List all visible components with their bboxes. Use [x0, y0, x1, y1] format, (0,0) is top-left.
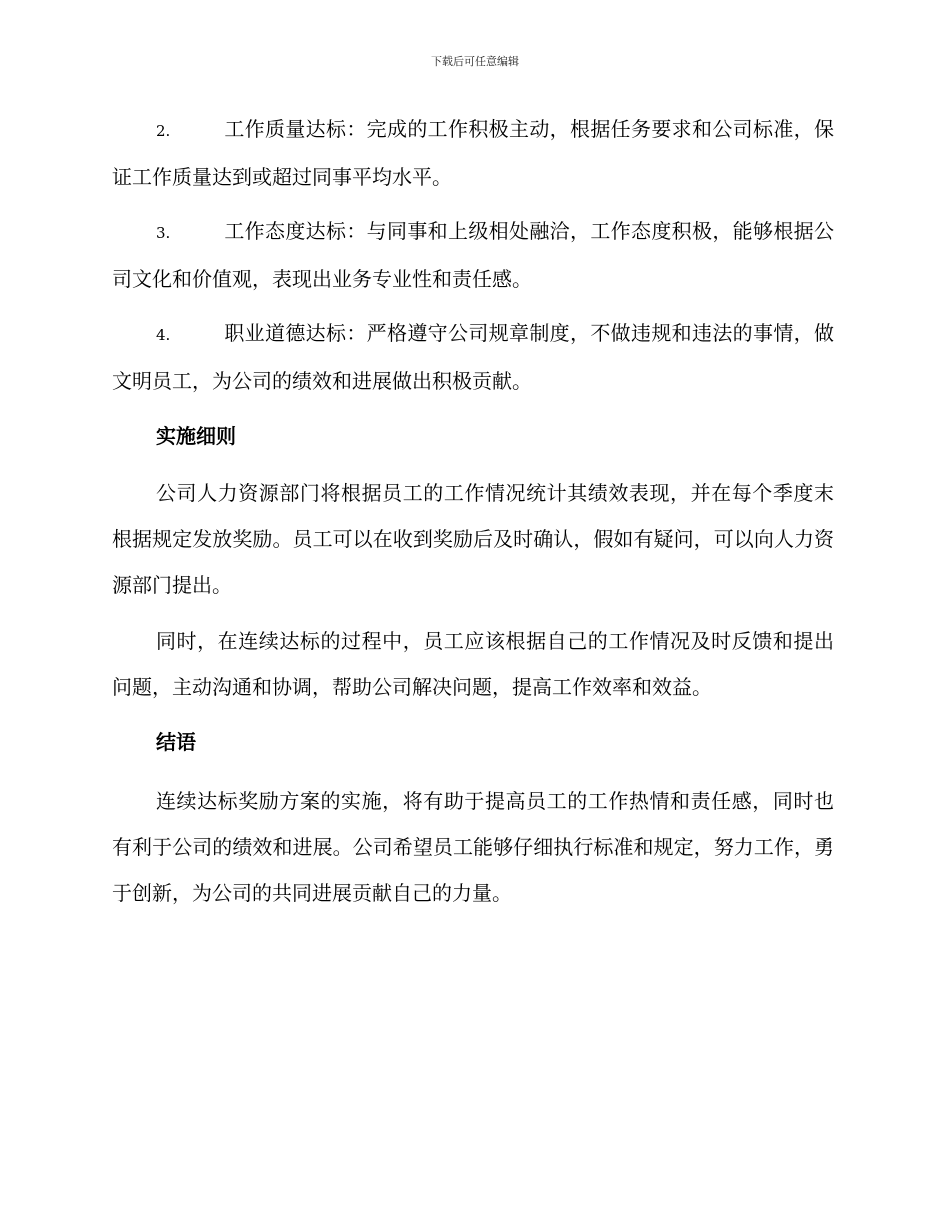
list-item-text: 工作态度达标：与同事和上级相处融洽，工作态度积极，能够根据公司文化和价值观，表现出业务专业性和责任感。	[112, 219, 834, 291]
implementation-paragraph-2: 同时，在连续达标的过程中，员工应该根据自己的工作情况及时反馈和提出问题，主动沟通和协调，帮助公司解决问题，提高工作效率和效益。	[112, 629, 834, 699]
list-item-2	[112, 106, 834, 200]
section-heading-conclusion: 结语	[156, 730, 196, 754]
page-header-note: 下载后可任意编辑	[431, 55, 519, 68]
section-heading-implementation: 实施细则	[156, 424, 236, 448]
list-item-text: 职业道德达标：严格遵守公司规章制度，不做违规和违法的事情，做文明员工，为公司的绩效和进展做出积极贡献。	[112, 321, 834, 393]
list-item-number: 2.	[156, 122, 171, 140]
list-item-4	[112, 310, 834, 404]
list-item-number: 3.	[156, 224, 171, 242]
implementation-paragraph-1: 公司人力资源部门将根据员工的工作情况统计其绩效表现，并在每个季度末根据规定发放奖励。员工可以在收到奖励后及时确认，假如有疑问，可以向人力资源部门提出。	[112, 481, 834, 597]
list-item-number: 4.	[156, 326, 171, 344]
conclusion-paragraph-1: 连续达标奖励方案的实施，将有助于提高员工的工作热情和责任感，同时也有利于公司的绩效和进展。公司希望员工能够仔细执行标准和规定，努力工作，勇于创新，为公司的共同进展贡献自己的力量。	[112, 789, 834, 905]
list-item-text: 工作质量达标：完成的工作积极主动，根据任务要求和公司标准，保证工作质量达到或超过同事平均水平。	[112, 117, 834, 189]
list-item-3	[112, 208, 834, 302]
